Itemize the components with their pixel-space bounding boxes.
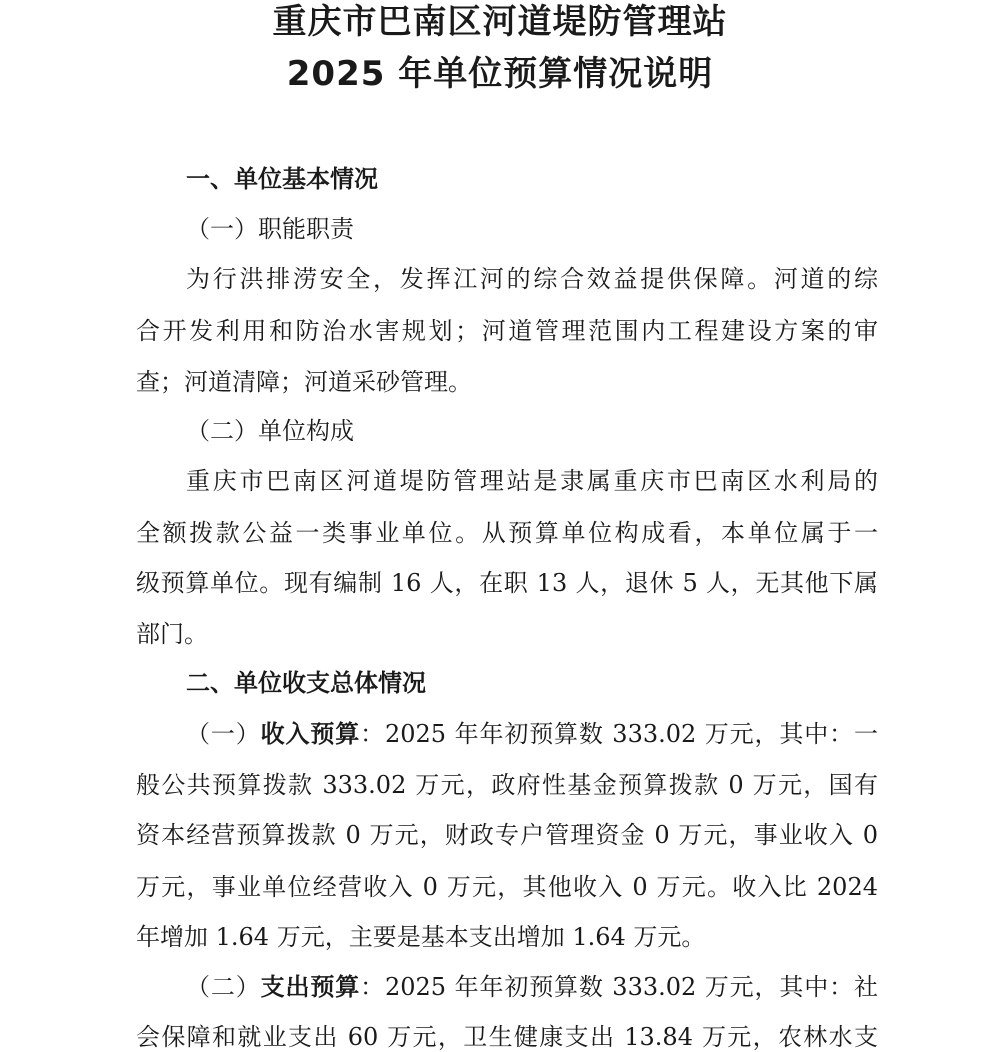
paragraph-line: 重庆市巴南区河道堤防管理站是隶属重庆市巴南区水利局的: [186, 467, 878, 495]
section-heading-budget-overview: 二、单位收支总体情况: [186, 669, 426, 697]
paragraph-line-income-lead: [186, 719, 878, 749]
section-heading-basic-info: 一、单位基本情况: [186, 165, 378, 193]
income-budget-label: 收入预算: [260, 720, 361, 748]
paragraph-line: 查；河道清障；河道采砂管理。: [136, 368, 472, 396]
paragraph-line: 年增加 1.64 万元，主要是基本支出增加 1.64 万元。: [136, 923, 706, 951]
expenditure-paren: （二）: [186, 973, 261, 1001]
subsection-heading-duties: （一）职能职责: [186, 215, 354, 243]
paragraph-line: 部门。: [136, 620, 208, 648]
paragraph-line-expenditure-lead: [186, 972, 878, 1002]
expenditure-first-line-text: ：2025 年年初预算数 333.02 万元，其中：社: [360, 973, 878, 1001]
document-title-line-2: 2025 年单位预算情况说明: [286, 54, 714, 94]
paragraph-line: 万元，事业单位经营收入 0 万元，其他收入 0 万元。收入比 2024: [136, 873, 878, 901]
paragraph-line: 级预算单位。现有编制 16 人，在职 13 人，退休 5 人，无其他下属: [136, 569, 878, 597]
income-paren: （一）: [186, 720, 261, 748]
paragraph-line: 合开发利用和防治水害规划；河道管理范围内工程建设方案的审: [136, 317, 878, 345]
income-first-line-text: ：2025 年年初预算数 333.02 万元，其中：一: [360, 720, 878, 748]
subsection-heading-composition: （二）单位构成: [186, 417, 354, 445]
expenditure-budget-label: 支出预算: [260, 973, 361, 1001]
paragraph-line: 会保障和就业支出 60 万元，卫生健康支出 13.84 万元，农林水支: [136, 1023, 878, 1051]
paragraph-line: 全额拨款公益一类事业单位。从预算单位构成看，本单位属于一: [136, 519, 878, 547]
paragraph-line: 为行洪排涝安全，发挥江河的综合效益提供保障。河道的综: [186, 265, 878, 293]
paragraph-line: 般公共预算拨款 333.02 万元，政府性基金预算拨款 0 万元，国有: [136, 771, 878, 799]
paragraph-line: 资本经营预算拨款 0 万元，财政专户管理资金 0 万元，事业收入 0: [136, 821, 878, 849]
document-title-line-1: 重庆市巴南区河道堤防管理站: [272, 2, 728, 42]
